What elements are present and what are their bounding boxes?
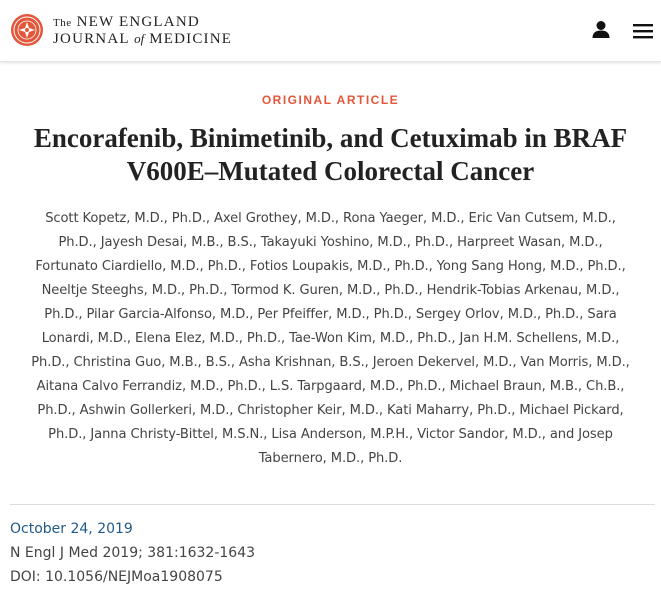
masthead-journal: JOURNAL	[53, 31, 130, 47]
masthead-of: of	[134, 31, 145, 46]
masthead-the: The	[53, 17, 72, 29]
article-title-line2: V600E–Mutated Colorectal Cancer	[126, 156, 535, 186]
article-type-label[interactable]: ORIGINAL ARTICLE	[261, 93, 400, 107]
divider	[10, 504, 655, 505]
author-list[interactable]: Scott Kopetz, M.D., Ph.D., Axel Grothey, M.D., Rona Yaeger, M.D., Eric Van Cutsem, M.D., Ph.D., Jayesh Desai, M.B., B.S., Takayuki Yoshino, M.D., Ph.D., Harpreet Wasan, M.D., Fortunato Ciardiello, M.D., Ph.D., Fotios Loupakis, M.D., Ph.D., Yong Sang Hong, M.D., Ph.D., Neeltje Steeghs, M.D., Ph.D., Tormod K. Guren, M.D., Ph.D., Hendrik-Tobias Arkenau, M.D., Ph.D., Pilar Garcia-Alfonso, M.D., Per Pfeiffer, M.D., Ph.D., Sergey Orlov, M.D., Ph.D., Sara Lonardi, M.D., Elena Elez, M.D., Ph.D., Tae-Won Kim, M.D., Ph.D., Jan H.M. Schellens, M.D., Ph.D., Christina Guo, M.B., B.S., Asha Krishnan, B.S., Jeroen Dekervel, M.D., Van Morris, M.D., Aitana Calvo Ferrandiz, M.D., Ph.D., L.S. Tarpgaard, M.D., Ph.D., Michael Braun, M.B., Ch.B., Ph.D., Ashwin Gollerkeri, M.D., Christopher Keir, M.D., Kati Maharry, Ph.D., Michael Pickard, Ph.D., Janna Christy-Bittel, M.S.N., Lisa Anderson, M.P.H., Victor Sandor, M.D., and Josep Tabernero, M.D., Ph.D.	[31, 211, 630, 466]
publication-date[interactable]: October 24, 2019	[10, 521, 133, 537]
masthead-new-england: NEW ENGLAND	[76, 14, 200, 30]
article-title	[20, 122, 641, 188]
doi[interactable]: DOI: 10.1056/NEJMoa1908075	[10, 569, 223, 585]
citation: N Engl J Med 2019; 381:1632-1643	[10, 545, 256, 561]
masthead-logo[interactable]	[53, 14, 232, 47]
article-title-line1: Encorafenib, Binimetinib, and Cetuximab in BRAF	[33, 123, 628, 153]
masthead-medicine: MEDICINE	[149, 31, 233, 47]
hamburger-menu-icon[interactable]	[631, 21, 655, 41]
nejm-seal-icon[interactable]	[10, 13, 44, 47]
site-header	[0, 0, 661, 62]
user-icon[interactable]	[590, 19, 612, 41]
